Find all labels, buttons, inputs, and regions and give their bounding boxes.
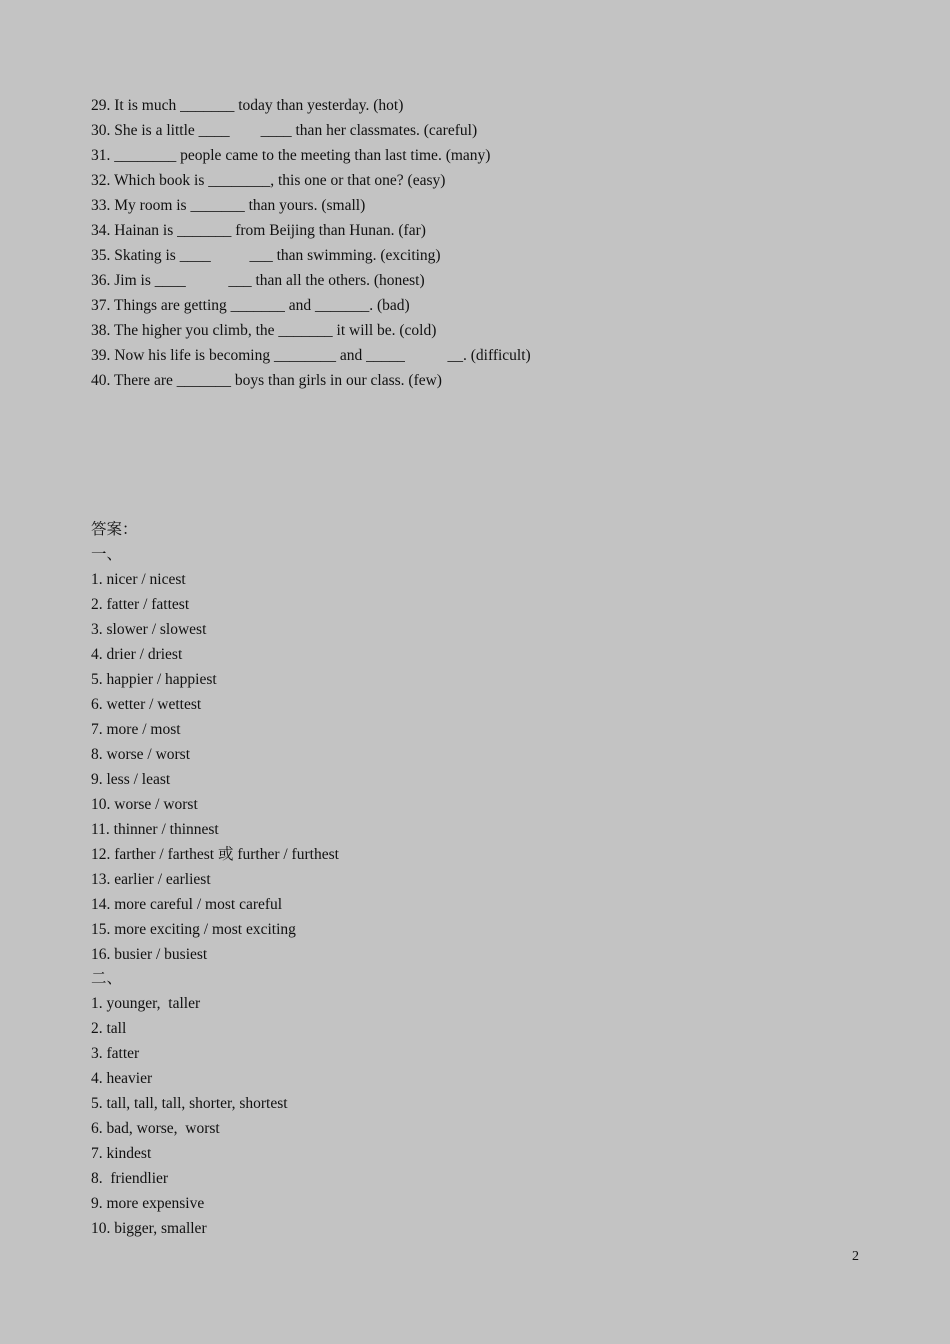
answer-line: 13. earlier / earliest	[91, 871, 211, 888]
exercise-line: 34. Hainan is _______ from Beijing than Hunan. (far)	[91, 222, 426, 239]
answers-heading: 答案：	[91, 521, 138, 538]
page-number: 2	[852, 1249, 859, 1264]
exercise-line: 40. There are _______ boys than girls in our class. (few)	[91, 372, 442, 389]
exercise-line: 36. Jim is ____ ___ than all the others. (honest)	[91, 272, 425, 289]
answer-line: 5. happier / happiest	[91, 671, 217, 688]
answer-line: 11. thinner / thinnest	[91, 821, 219, 838]
answer-line: 10. bigger, smaller	[91, 1220, 207, 1237]
exercise-line: 32. Which book is ________, this one or that one? (easy)	[91, 172, 446, 189]
exercise-line: 31. ________ people came to the meeting than last time. (many)	[91, 147, 491, 164]
answer-line: 9. more expensive	[91, 1195, 205, 1212]
answer-line: 3. slower / slowest	[91, 621, 207, 638]
exercise-line: 35. Skating is ____ ___ than swimming. (exciting)	[91, 247, 441, 264]
answer-line: 2. fatter / fattest	[91, 596, 190, 613]
answer-line: 16. busier / busiest	[91, 946, 208, 963]
answer-line: 1. nicer / nicest	[91, 571, 186, 588]
answer-line: 6. wetter / wettest	[91, 696, 202, 713]
answer-line: 14. more careful / most careful	[91, 896, 283, 913]
answer-line: 4. heavier	[91, 1070, 153, 1087]
answer-line: 4. drier / driest	[91, 646, 183, 663]
answer-line: 10. worse / worst	[91, 796, 198, 813]
answer-line: 6. bad, worse, worst	[91, 1120, 220, 1137]
answer-line: 8. friendlier	[91, 1170, 169, 1187]
exercise-line: 29. It is much _______ today than yesterday. (hot)	[91, 97, 404, 114]
answer-line: 12. farther / farthest 或 further / furthest	[91, 846, 339, 863]
answer-line: 9. less / least	[91, 771, 171, 788]
answer-line: 3. fatter	[91, 1045, 140, 1062]
answer-line: 8. worse / worst	[91, 746, 191, 763]
exercise-line: 30. She is a little ____ ____ than her classmates. (careful)	[91, 122, 478, 139]
section-label-two: 二、	[91, 970, 123, 987]
exercise-line: 38. The higher you climb, the _______ it will be. (cold)	[91, 322, 437, 339]
exercise-line: 37. Things are getting _______ and _______. (bad)	[91, 297, 410, 314]
exercise-line: 33. My room is _______ than yours. (small)	[91, 197, 366, 214]
answer-line: 15. more exciting / most exciting	[91, 921, 296, 938]
answer-line: 7. kindest	[91, 1145, 152, 1162]
section-label-one: 一、	[91, 546, 123, 563]
exercise-line: 39. Now his life is becoming ________ and _____ __. (difficult)	[91, 347, 531, 364]
answer-line: 5. tall, tall, tall, shorter, shortest	[91, 1095, 288, 1112]
answer-line: 1. younger, taller	[91, 995, 201, 1012]
answer-line: 2. tall	[91, 1020, 127, 1037]
answer-line: 7. more / most	[91, 721, 181, 738]
